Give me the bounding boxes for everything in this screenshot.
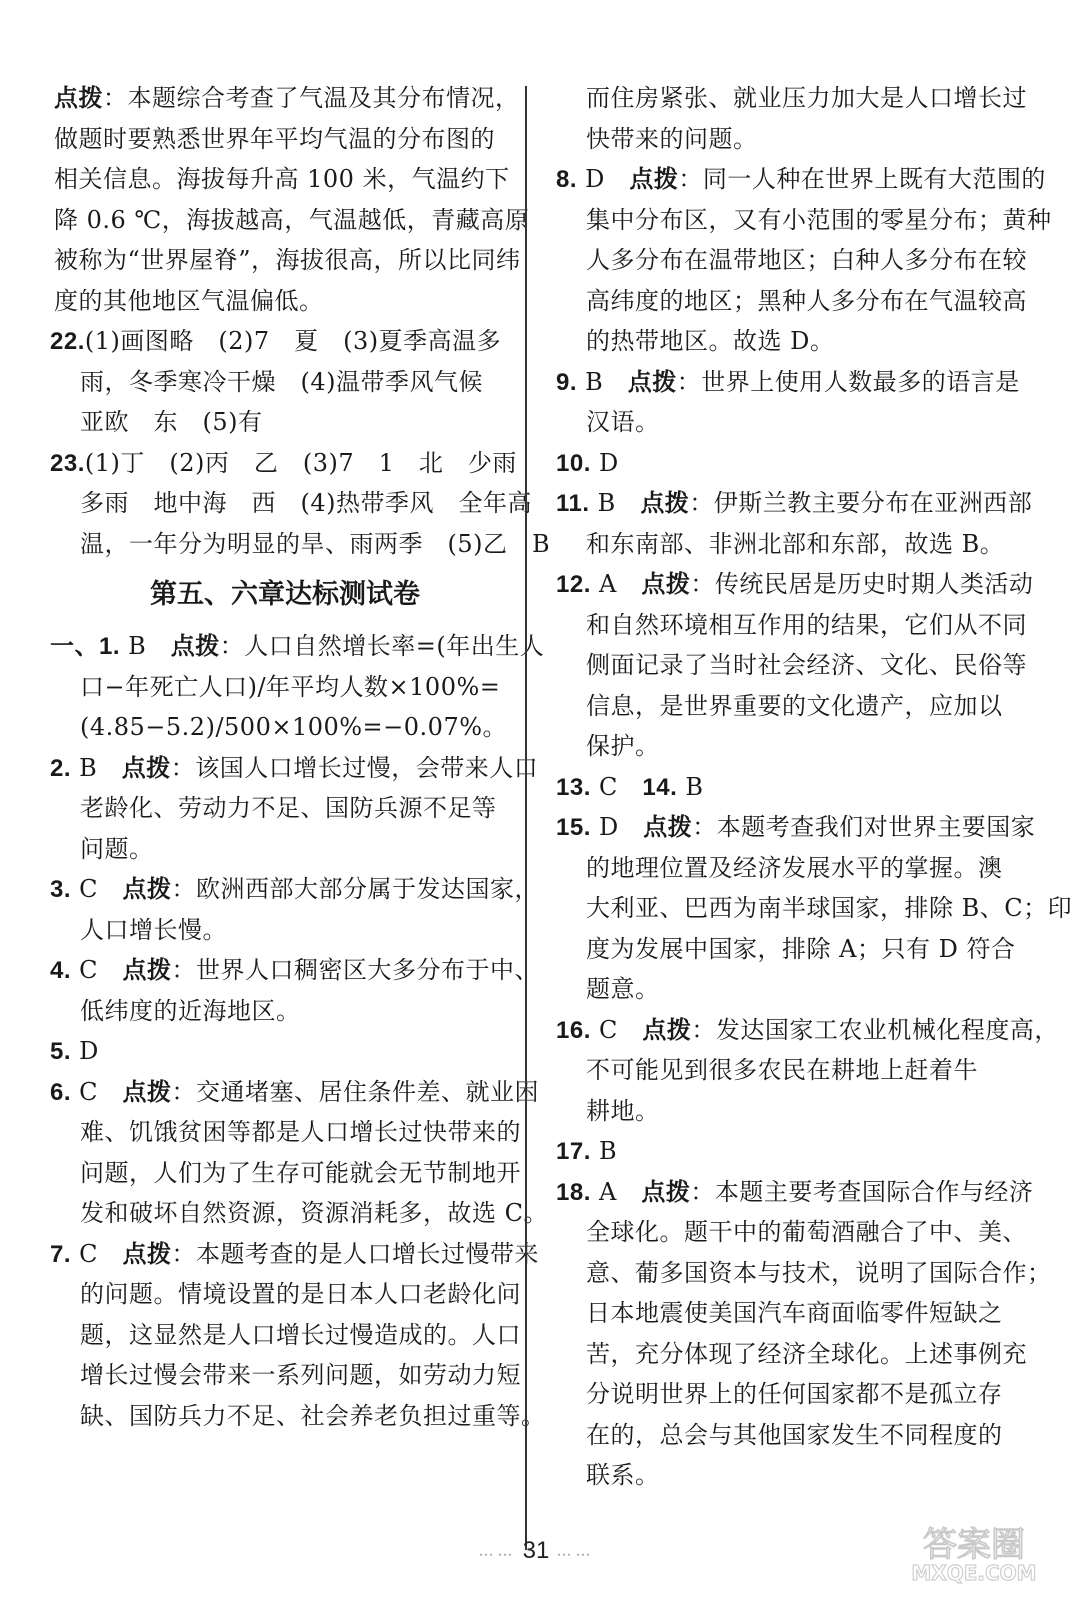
text-line: 亚欧 东 (5)有 bbox=[80, 408, 263, 436]
question-1: 一、1. B 点拨：人口自然增长率=(年出生人 bbox=[50, 632, 545, 660]
text-line: 联系。 bbox=[586, 1461, 660, 1489]
question-10: 10. D bbox=[556, 448, 619, 477]
watermark-text: MXQE.COM bbox=[911, 1561, 1037, 1585]
question-16: 16. C 点拨：发达国家工农业机械化程度高， bbox=[556, 1015, 1059, 1044]
text-line: 问题。 bbox=[80, 834, 154, 863]
text-line: 在的，总会与其他国家发生不同程度的 bbox=[586, 1420, 1003, 1449]
question-number: 6. bbox=[50, 1078, 72, 1106]
question-3: 3. C 点拨：欧洲西部大部分属于发达国家， bbox=[50, 875, 540, 903]
text-line: 人口增长慢。 bbox=[80, 915, 227, 944]
right-column bbox=[556, 78, 1072, 1496]
text-line: 苦，充分体现了经济全球化。上述事例充 bbox=[586, 1339, 1027, 1368]
question-22: 22.(1)画图略 (2)7 夏 (3)夏季高温多 bbox=[50, 327, 502, 355]
text-line: 意、葡多国资本与技术，说明了国际合作； bbox=[586, 1258, 1052, 1287]
text-line: 的热带地区。故选 D。 bbox=[586, 327, 835, 355]
text-line: 降 0.6 ℃，海拔越高，气温越低，青藏高原 bbox=[54, 205, 530, 234]
question-number: 12. bbox=[556, 571, 591, 598]
hint-keyword: 点拨 bbox=[54, 84, 103, 112]
question-number: 10. bbox=[556, 449, 591, 477]
text-line: 被称为“世界屋脊”，海拔很高，所以比同纬 bbox=[54, 246, 521, 274]
question-number: 7. bbox=[50, 1240, 72, 1268]
text-line: 温，一年分为明显的旱、雨两季 (5)乙 B bbox=[80, 529, 551, 558]
question-number: 一、1. bbox=[50, 633, 121, 660]
text-line: 而住房紧张、就业压力加大是人口增长过 bbox=[586, 84, 1027, 112]
text-line: 的地理位置及经济发展水平的掌握。澳 bbox=[586, 853, 1003, 882]
question-number: 22. bbox=[50, 328, 85, 355]
text-line: 保护。 bbox=[586, 732, 660, 760]
text-line: 全球化。题干中的葡萄酒融合了中、美、 bbox=[586, 1218, 1027, 1246]
question-9: 9. B 点拨：世界上使用人数最多的语言是 bbox=[556, 367, 1020, 396]
text-line: 耕地。 bbox=[586, 1096, 660, 1125]
text-line: 和东南部、非洲北部和东部，故选 B。 bbox=[586, 529, 1005, 558]
text-line: (4.85−5.2)/500×100%=−0.07%。 bbox=[80, 713, 508, 741]
column-divider bbox=[525, 86, 527, 1550]
text-line: 日本地震使美国汽车商面临零件短缺之 bbox=[586, 1299, 1003, 1327]
text-line: 问题，人们为了生存可能就会无节制地开 bbox=[80, 1158, 521, 1187]
question-number: 17. bbox=[556, 1138, 591, 1165]
question-number: 23. bbox=[50, 449, 85, 477]
text-line: 口−年死亡人口)/年平均人数×100%= bbox=[80, 672, 501, 701]
question-7: 7. C 点拨：本题考查的是人口增长过慢带来 bbox=[50, 1239, 540, 1268]
text-line: 低纬度的近海地区。 bbox=[80, 996, 301, 1025]
text-line: 雨，冬季寒冷干燥 (4)温带季风气候 bbox=[80, 367, 483, 396]
question-number: 14. bbox=[642, 773, 678, 801]
question-2: 2. B 点拨：该国人口增长过慢，会带来人口 bbox=[50, 753, 539, 782]
question-number: 18. bbox=[556, 1178, 591, 1206]
left-column bbox=[50, 78, 551, 1436]
question-13-14: 13. C 14. B bbox=[556, 772, 704, 801]
watermark-text: 答案圈 bbox=[923, 1525, 1025, 1565]
text-line: 高纬度的地区；黑种人多分布在气温较高 bbox=[586, 286, 1027, 315]
text-line: 快带来的问题。 bbox=[586, 124, 758, 153]
question-number: 13. bbox=[556, 773, 591, 801]
text-line: 侧面记录了当时社会经济、文化、民俗等 bbox=[586, 651, 1027, 679]
page-number: 31 bbox=[522, 1537, 550, 1564]
question-12: 12. A 点拨：传统民居是历史时期人类活动 bbox=[556, 570, 1034, 598]
question-number: 15. bbox=[556, 814, 591, 841]
question-11: 11. B 点拨：伊斯兰教主要分布在亚洲西部 bbox=[556, 489, 1033, 517]
text-line: 老龄化、劳动力不足、国防兵源不足等 bbox=[80, 794, 497, 822]
footer-dots: …… bbox=[556, 1542, 595, 1560]
question-8: 8. D 点拨：同一人种在世界上既有大范围的 bbox=[556, 165, 1046, 193]
text-line: 汉语。 bbox=[586, 408, 660, 436]
question-6: 6. C 点拨：交通堵塞、居住条件差、就业困 bbox=[50, 1077, 540, 1106]
question-17: 17. B bbox=[556, 1137, 618, 1165]
text-line: 做题时要熟悉世界年平均气温的分布图的 bbox=[54, 124, 495, 153]
text-line: 增长过慢会带来一系列问题，如劳动力短 bbox=[80, 1361, 521, 1389]
text-line: 难、饥饿贫困等都是人口增长过快带来的 bbox=[80, 1118, 521, 1146]
question-number: 3. bbox=[50, 876, 72, 903]
question-5: 5. D bbox=[50, 1037, 99, 1065]
watermark-logo bbox=[890, 1518, 1058, 1586]
question-number: 5. bbox=[50, 1038, 72, 1065]
question-number: 16. bbox=[556, 1016, 591, 1044]
text-line: 的问题。情境设置的是日本人口老龄化问 bbox=[80, 1280, 521, 1308]
footer-dots: …… bbox=[477, 1542, 516, 1560]
text-line: 发和破坏自然资源，资源消耗多，故选 C。 bbox=[80, 1199, 548, 1227]
text-line: 度为发展中国家，排除 A；只有 D 符合 bbox=[586, 934, 1016, 963]
section-title: 第五、六章达标测试卷 bbox=[150, 579, 420, 610]
text-line: 和自然环境相互作用的结果，它们从不同 bbox=[586, 610, 1027, 639]
text-line: 缺、国防兵力不足、社会养老负担过重等。 bbox=[80, 1401, 546, 1430]
question-number: 2. bbox=[50, 754, 72, 782]
text-line: 人多分布在温带地区；白种人多分布在较 bbox=[586, 246, 1027, 274]
text-line: 相关信息。海拔每升高 100 米，气温约下 bbox=[54, 165, 510, 193]
text-line: 度的其他地区气温偏低。 bbox=[54, 286, 324, 315]
text-line: 点拨：本题综合考查了气温及其分布情况， bbox=[54, 84, 520, 112]
text-line: 题意。 bbox=[586, 975, 660, 1003]
text-line: 多雨 地中海 西 (4)热带季风 全年高 bbox=[80, 489, 532, 517]
text-line: 不可能见到很多农民在耕地上赶着牛 bbox=[586, 1056, 978, 1084]
text-line: 大利亚、巴西为南半球国家，排除 B、C；印 bbox=[586, 894, 1072, 922]
question-number: 11. bbox=[556, 490, 590, 517]
question-4: 4. C 点拨：世界人口稠密区大多分布于中、 bbox=[50, 956, 540, 984]
text-line: 题，这显然是人口增长过慢造成的。人口 bbox=[80, 1320, 521, 1349]
question-number: 9. bbox=[556, 368, 578, 396]
question-18: 18. A 点拨：本题主要考查国际合作与经济 bbox=[556, 1177, 1034, 1206]
question-15: 15. D 点拨：本题考查我们对世界主要国家 bbox=[556, 813, 1036, 841]
text-line: 分说明世界上的任何国家都不是孤立存 bbox=[586, 1380, 1003, 1408]
text-line: 信息，是世界重要的文化遗产，应加以 bbox=[586, 691, 1003, 720]
text-line: 集中分布区，又有小范围的零星分布；黄种 bbox=[586, 205, 1052, 234]
question-number: 8. bbox=[556, 166, 578, 193]
question-number: 4. bbox=[50, 957, 72, 984]
question-23: 23.(1)丁 (2)丙 乙 (3)7 1 北 少雨 bbox=[50, 448, 517, 477]
